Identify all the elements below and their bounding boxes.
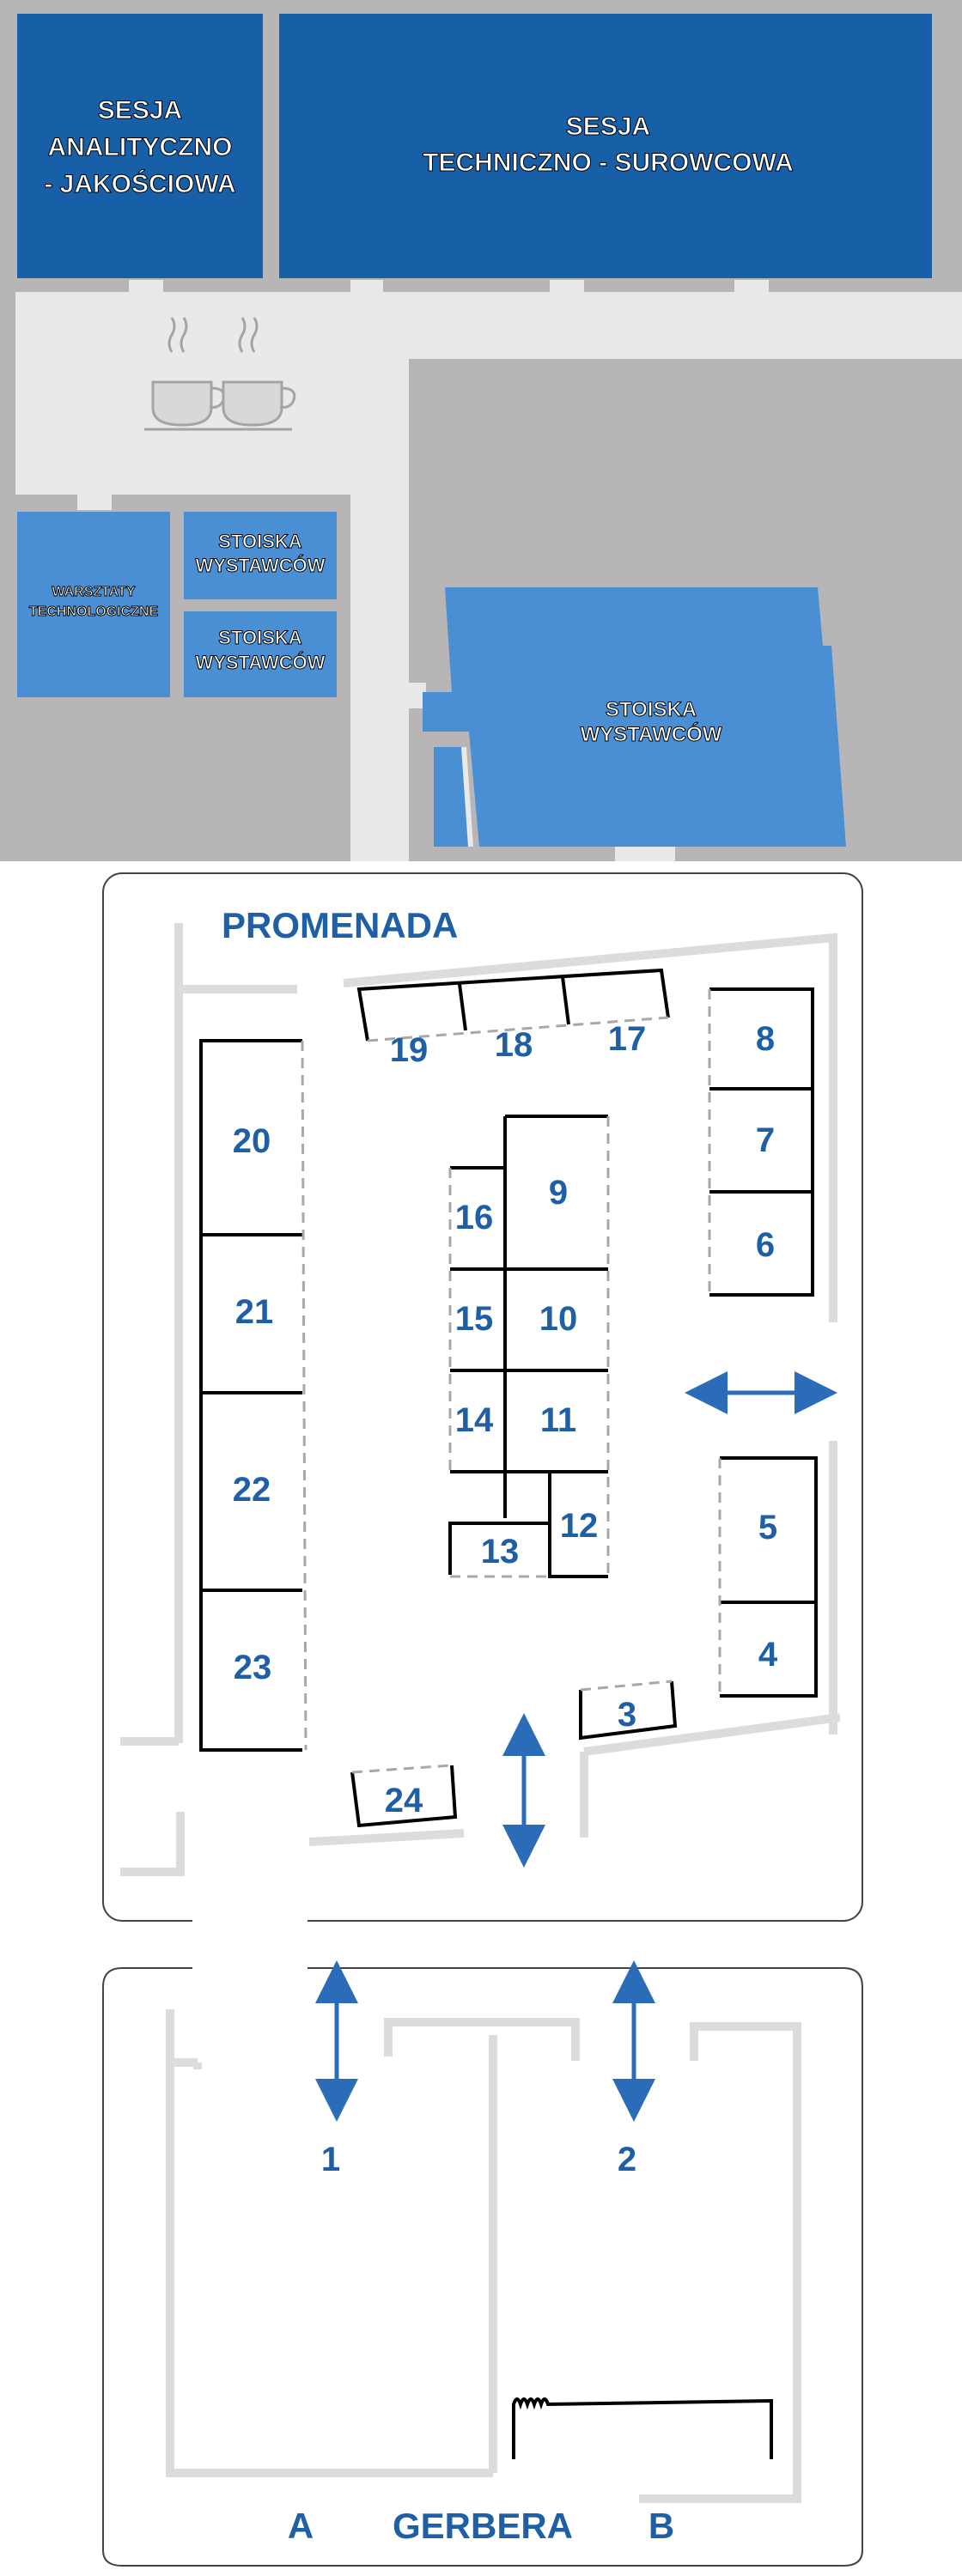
upper-floor-plan xyxy=(0,0,962,861)
session-room-2 xyxy=(279,14,932,278)
stand-number: 5 xyxy=(758,1509,778,1546)
promenada-title: PROMENADA xyxy=(222,905,459,945)
stand-number: 16 xyxy=(454,1199,494,1236)
gerbera-stand-1: 1 xyxy=(320,2141,341,2178)
session-2-line1: SESJA xyxy=(565,112,651,141)
stand-number: 12 xyxy=(559,1507,599,1545)
stand-number: 23 xyxy=(233,1649,272,1686)
stand-number: 13 xyxy=(480,1533,520,1571)
exhibitors-1-line2: WYSTAWCÓW xyxy=(195,555,326,576)
stand-number: 14 xyxy=(454,1401,494,1439)
stand-number: 17 xyxy=(607,1020,647,1058)
promenada-plan xyxy=(103,873,862,1921)
stand-number: 18 xyxy=(494,1026,533,1064)
stand-number: 9 xyxy=(548,1174,569,1212)
room-b-label: B xyxy=(648,2506,675,2546)
exhibitors-2-line1: STOISKA xyxy=(218,627,302,648)
stand-number: 24 xyxy=(384,1782,423,1820)
stand-number: 6 xyxy=(755,1226,776,1264)
exhibitors-1-line1: STOISKA xyxy=(218,531,302,552)
stand-number: 11 xyxy=(539,1401,577,1439)
session-1-line1: SESJA xyxy=(97,96,183,125)
gerbera-stand-2: 2 xyxy=(617,2141,637,2178)
lounge-area xyxy=(15,359,350,495)
corridor-vertical xyxy=(350,292,409,861)
session-2-line2: TECHNICZNO - SUROWCOWA xyxy=(423,149,794,177)
stand-number: 7 xyxy=(755,1121,776,1159)
workshops-line1: WARSZTATY xyxy=(52,585,136,599)
stand-number: 3 xyxy=(617,1696,637,1734)
corridor-horizontal xyxy=(15,292,962,359)
stand-number: 19 xyxy=(389,1031,429,1069)
gerbera-title: GERBERA xyxy=(392,2506,574,2546)
stand-number: 10 xyxy=(539,1300,578,1338)
session-1-line3: - JAKOŚCIOWA xyxy=(44,170,236,198)
room-a-label: A xyxy=(287,2506,314,2546)
promenada-frame xyxy=(103,873,862,1921)
stand-number: 15 xyxy=(454,1300,494,1338)
stand-number: 21 xyxy=(234,1293,274,1331)
session-1-line2: ANALITYCZNO xyxy=(47,133,233,161)
exhibitors-2-line2: WYSTAWCÓW xyxy=(195,652,326,673)
exhibitors-3-line2: WYSTAWCÓW xyxy=(580,723,722,746)
workshops-line2: TECHNOLOGICZNE xyxy=(28,605,159,619)
stand-number: 20 xyxy=(232,1122,271,1160)
passage-between-halls xyxy=(194,1913,306,1975)
gerbera-plan xyxy=(103,1913,862,2566)
stand-number: 22 xyxy=(232,1471,271,1509)
stand-number: 4 xyxy=(758,1636,778,1674)
exhibitors-3-line1: STOISKA xyxy=(605,698,697,721)
stand-number: 8 xyxy=(755,1020,776,1058)
